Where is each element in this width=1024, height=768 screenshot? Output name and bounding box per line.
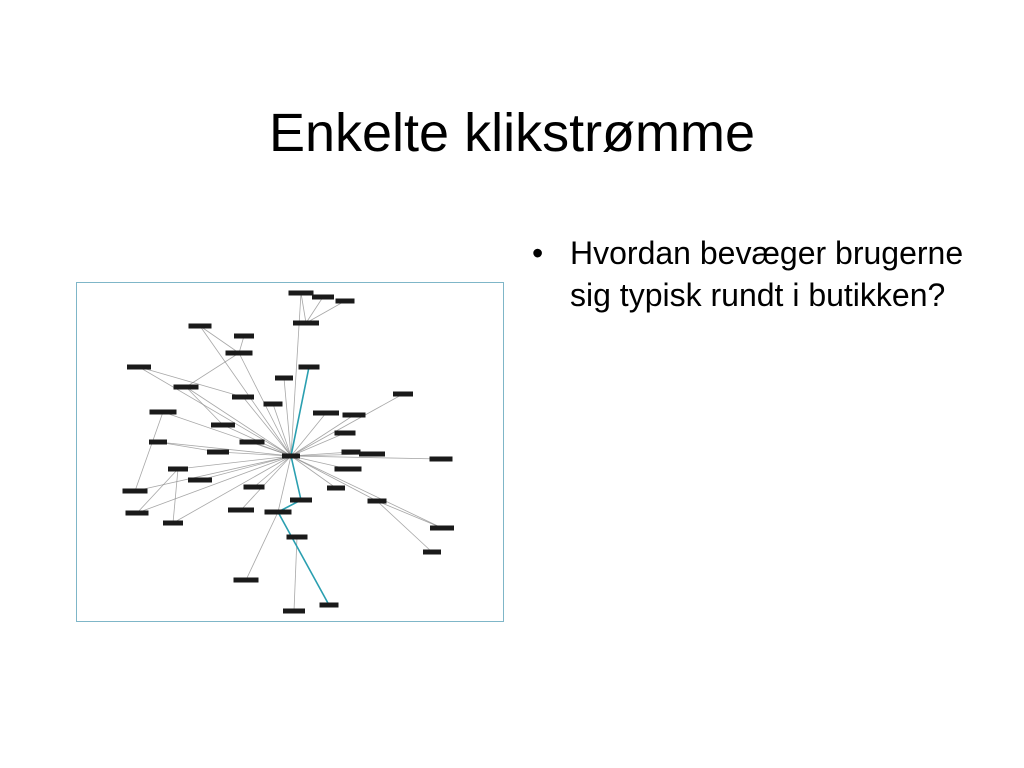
graph-edge — [135, 412, 163, 491]
graph-node — [174, 385, 199, 390]
graph-edge — [291, 456, 442, 528]
graph-node — [290, 498, 312, 503]
graph-edge — [291, 394, 403, 456]
graph-edge — [377, 501, 432, 552]
graph-node — [320, 603, 339, 608]
graph-node — [149, 440, 167, 445]
graph-node — [168, 467, 188, 472]
graph-edge — [239, 336, 244, 353]
graph-node — [232, 395, 254, 400]
graph-node — [163, 521, 183, 526]
graph-edge — [291, 413, 326, 456]
graph-edge — [135, 456, 291, 491]
graph-edge — [241, 456, 291, 510]
graph-node — [188, 478, 212, 483]
graph-edge — [306, 297, 323, 323]
graph-edge — [278, 456, 291, 512]
graph-node — [228, 508, 254, 513]
graph-edge — [246, 512, 278, 580]
slide-title: Enkelte klikstrømme — [268, 103, 756, 163]
graph-node — [327, 486, 345, 491]
graph-node — [264, 402, 283, 407]
graph-edge — [294, 537, 297, 611]
highlighted-path-edge — [291, 456, 301, 500]
graph-node — [289, 291, 314, 296]
clickstream-graph — [77, 283, 504, 622]
graph-node — [312, 295, 334, 300]
graph-node — [342, 450, 361, 455]
graph-edge — [301, 293, 306, 323]
graph-node — [335, 467, 362, 472]
graph-node — [368, 499, 387, 504]
graph-node — [423, 550, 441, 555]
graph-node — [393, 392, 413, 397]
graph-node — [293, 321, 319, 326]
graph-node — [150, 410, 177, 415]
graph-node — [287, 535, 308, 540]
graph-edge — [306, 301, 345, 323]
graph-edge — [377, 501, 442, 528]
bullet-list — [528, 232, 998, 316]
graph-node — [244, 485, 265, 490]
graph-edge — [200, 456, 291, 480]
graph-edge — [200, 326, 291, 456]
graph-edge — [173, 469, 178, 523]
graph-node — [123, 489, 148, 494]
graph-node — [299, 365, 320, 370]
graph-edge — [200, 326, 239, 353]
graph-node — [126, 511, 149, 516]
graph-node — [189, 324, 212, 329]
graph-edge — [186, 387, 223, 425]
graph-node — [343, 413, 366, 418]
graph-node — [359, 452, 385, 457]
graph-node — [335, 431, 356, 436]
graph-node — [265, 510, 292, 515]
clickstream-graph-figure — [76, 282, 504, 622]
graph-node — [226, 351, 253, 356]
graph-node — [282, 454, 300, 459]
graph-node — [430, 457, 453, 462]
graph-node — [240, 440, 265, 445]
graph-node — [234, 334, 254, 339]
graph-node — [211, 423, 235, 428]
graph-node — [127, 365, 151, 370]
graph-node — [275, 376, 293, 381]
graph-node — [234, 578, 259, 583]
graph-node — [430, 526, 454, 531]
graph-node — [313, 411, 339, 416]
graph-node — [283, 609, 305, 614]
graph-edge — [291, 456, 377, 501]
highlighted-path-edge — [278, 512, 329, 605]
bullet-dot-icon: • — [532, 235, 544, 271]
bullet-text: Hvordan bevæger brugerne sig typisk rundt i butikken? — [570, 235, 964, 313]
graph-node — [336, 299, 355, 304]
graph-node — [207, 450, 229, 455]
bullet-item — [528, 232, 998, 316]
